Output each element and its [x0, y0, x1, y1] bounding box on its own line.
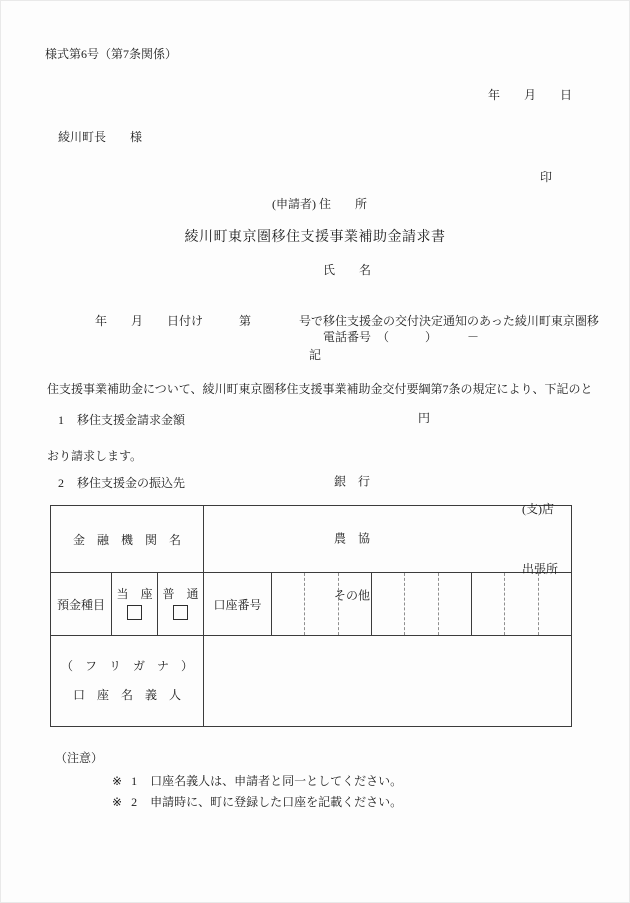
notes-header: （注意） — [55, 751, 104, 765]
account-number-cell[interactable] — [404, 573, 437, 635]
account-number-cell[interactable] — [272, 573, 304, 635]
note-text: 申請時に、町に登録した口座を記載ください。 — [150, 795, 403, 809]
item-claim-amount — [58, 411, 185, 428]
branch-type-branch: (支)店 — [521, 502, 554, 516]
paragraph-line: 年 月 日付け 第 号で移住支援金の交付決定通知のあった綾川町東京圏移 — [47, 314, 599, 328]
deposit-type-label: 預金種目 — [56, 597, 105, 612]
account-number-cell[interactable] — [304, 573, 337, 635]
item-number: 2 — [58, 476, 64, 490]
bank-type-options — [334, 435, 370, 644]
addressee: 綾川町長 様 — [58, 130, 143, 144]
account-holder-label-cell — [51, 636, 203, 726]
item-transfer-destination — [58, 474, 185, 491]
account-holder-label: 口 座 名 義 人 — [72, 688, 181, 702]
document-title: 綾川町東京圏移住支援事業補助金請求書 — [184, 230, 446, 245]
furigana-label: （ フ リ ガ ナ ） — [60, 659, 193, 673]
table-row-account-holder — [51, 635, 571, 726]
item-label: 移住支援金請求金額 — [77, 413, 186, 427]
bank-type-bank: 銀 行 — [334, 474, 371, 489]
note-marker: ※ — [112, 795, 123, 809]
paragraph-line: おり請求します。 — [47, 449, 143, 463]
seal-mark: 印 — [540, 170, 553, 184]
note-number: 1 — [131, 774, 138, 788]
ordinary-label: 普 通 — [162, 587, 199, 601]
financial-institution-label: 金 融 機 関 名 — [72, 532, 181, 547]
paragraph-line: 住支援事業補助金について、綾川町東京圏移住支援事業補助金交付要綱第7条の規定により、下記のと — [47, 381, 593, 396]
account-number-cell[interactable] — [438, 573, 471, 635]
date-line: 年 月 日 — [487, 88, 572, 102]
financial-institution-value-cell[interactable] — [203, 474, 571, 603]
deposit-type-label-cell — [51, 573, 111, 635]
note-item — [112, 793, 402, 810]
applicant-prefix: (申請者) — [272, 196, 319, 211]
phone-label: 電話番号 （ ） － — [323, 330, 480, 345]
account-number-cell[interactable] — [472, 573, 504, 635]
name-label: 氏 名 — [323, 263, 372, 278]
branch-type-sub-office: 出張所 — [521, 562, 558, 576]
checking-checkbox[interactable] — [127, 605, 142, 620]
branch-type-options — [522, 459, 558, 619]
note-text: 口座名義人は、申請者と同一としてください。 — [150, 774, 403, 788]
account-number-label: 口座番号 — [213, 597, 262, 612]
note-marker: ※ — [112, 774, 123, 788]
checking-label: 当 座 — [116, 587, 153, 601]
note-item — [112, 772, 402, 789]
form-number: 様式第6号（第7条関係） — [45, 47, 178, 61]
ordinary-checkbox[interactable] — [173, 605, 188, 620]
note-number: 2 — [131, 795, 138, 809]
deposit-ordinary-cell — [157, 573, 203, 635]
account-number-label-cell — [203, 573, 271, 635]
financial-institution-label-cell — [51, 506, 203, 572]
section-marker: 記 — [308, 348, 321, 362]
yen-unit-label: 円 — [418, 411, 431, 425]
account-holder-value-cell[interactable] — [203, 636, 571, 726]
applicant-address-line — [272, 193, 479, 215]
deposit-checking-cell — [111, 573, 157, 635]
item-number: 1 — [58, 413, 64, 427]
table-row-account — [51, 572, 571, 635]
account-number-cell[interactable] — [372, 573, 404, 635]
address-label: 住 所 — [319, 196, 368, 211]
account-number-group — [371, 573, 471, 635]
item-label: 移住支援金の振込先 — [77, 476, 186, 490]
bank-type-agricultural-coop: 農 協 — [334, 531, 371, 546]
bank-type-other: その他 — [334, 588, 371, 603]
